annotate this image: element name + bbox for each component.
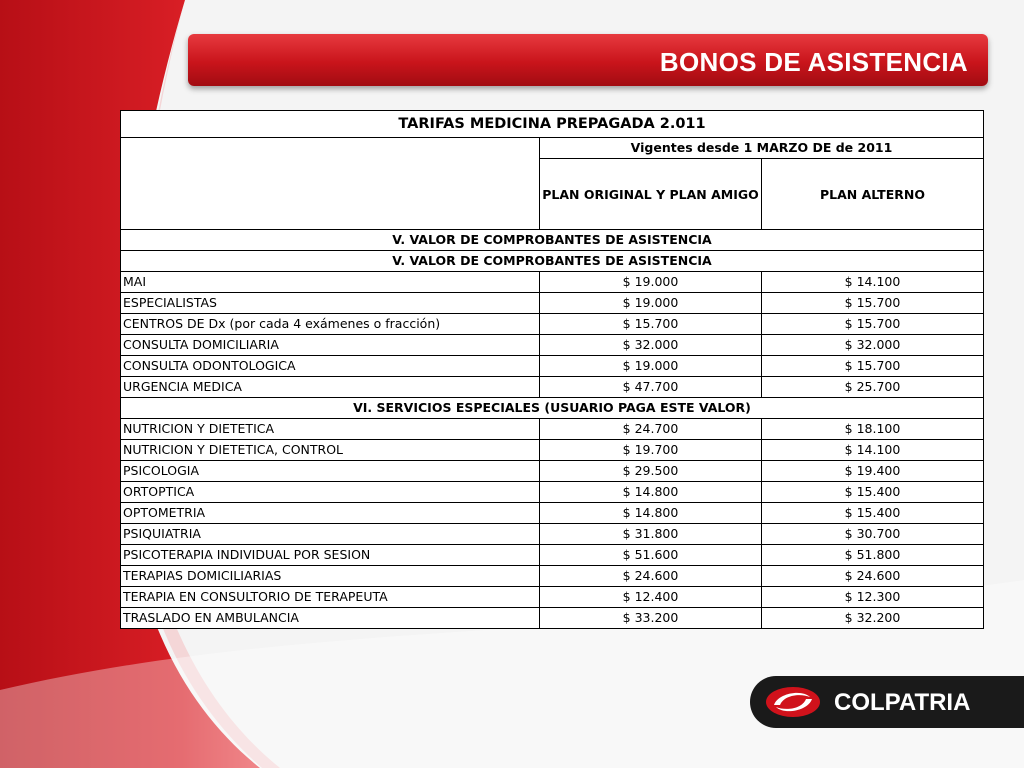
table-row [121, 335, 984, 356]
service-cell: NUTRICION Y DIETETICA, CONTROL [121, 440, 540, 461]
service-cell: CONSULTA DOMICILIARIA [121, 335, 540, 356]
table-row [121, 566, 984, 587]
vigentes-label: Vigentes desde 1 MARZO DE de 2011 [539, 138, 983, 159]
original-price-cell: $ 19.000 [539, 272, 761, 293]
section-header: V. VALOR DE COMPROBANTES DE ASISTENCIA [121, 230, 984, 251]
table-title: TARIFAS MEDICINA PREPAGADA 2.011 [121, 111, 984, 138]
alterno-price-cell: $ 32.200 [761, 608, 983, 629]
original-price-cell: $ 47.700 [539, 377, 761, 398]
alterno-price-cell: $ 15.400 [761, 503, 983, 524]
table-row [121, 356, 984, 377]
alterno-price-cell: $ 19.400 [761, 461, 983, 482]
service-cell: PSICOTERAPIA INDIVIDUAL POR SESION [121, 545, 540, 566]
colpatria-swirl-icon [764, 685, 822, 719]
table-row [121, 545, 984, 566]
service-cell: PSIQUIATRIA [121, 524, 540, 545]
service-cell: ORTOPTICA [121, 482, 540, 503]
alterno-price-cell: $ 51.800 [761, 545, 983, 566]
service-cell: TERAPIAS DOMICILIARIAS [121, 566, 540, 587]
alterno-price-cell: $ 18.100 [761, 419, 983, 440]
section-header: V. VALOR DE COMPROBANTES DE ASISTENCIA [121, 251, 984, 272]
alterno-price-cell: $ 24.600 [761, 566, 983, 587]
alterno-price-cell: $ 14.100 [761, 272, 983, 293]
original-price-cell: $ 19.700 [539, 440, 761, 461]
table-row [121, 314, 984, 335]
alterno-price-cell: $ 15.700 [761, 314, 983, 335]
original-price-cell: $ 15.700 [539, 314, 761, 335]
service-cell: MAI [121, 272, 540, 293]
service-cell: TERAPIA EN CONSULTORIO DE TERAPEUTA [121, 587, 540, 608]
original-price-cell: $ 24.700 [539, 419, 761, 440]
service-cell: TRASLADO EN AMBULANCIA [121, 608, 540, 629]
alterno-price-cell: $ 14.100 [761, 440, 983, 461]
original-price-cell: $ 51.600 [539, 545, 761, 566]
service-cell: URGENCIA MEDICA [121, 377, 540, 398]
alterno-price-cell: $ 30.700 [761, 524, 983, 545]
col-header-alterno: PLAN ALTERNO [761, 159, 983, 230]
table-row [121, 293, 984, 314]
original-price-cell: $ 12.400 [539, 587, 761, 608]
header-bar [188, 34, 988, 86]
alterno-price-cell: $ 15.700 [761, 356, 983, 377]
alterno-price-cell: $ 25.700 [761, 377, 983, 398]
table-row [121, 440, 984, 461]
service-cell: OPTOMETRIA [121, 503, 540, 524]
page-title: BONOS DE ASISTENCIA [659, 47, 968, 77]
table-row [121, 503, 984, 524]
table-row [121, 377, 984, 398]
header-empty-cell [121, 138, 540, 230]
original-price-cell: $ 32.000 [539, 335, 761, 356]
rates-table [120, 110, 984, 629]
section-header: VI. SERVICIOS ESPECIALES (USUARIO PAGA ESTE VALOR) [121, 398, 984, 419]
table-row [121, 587, 984, 608]
service-cell: ESPECIALISTAS [121, 293, 540, 314]
service-cell: CENTROS DE Dx (por cada 4 exámenes o fracción) [121, 314, 540, 335]
alterno-price-cell: $ 32.000 [761, 335, 983, 356]
brand-name: COLPATRIA [834, 689, 971, 716]
alterno-price-cell: $ 15.700 [761, 293, 983, 314]
original-price-cell: $ 24.600 [539, 566, 761, 587]
original-price-cell: $ 14.800 [539, 482, 761, 503]
original-price-cell: $ 31.800 [539, 524, 761, 545]
original-price-cell: $ 33.200 [539, 608, 761, 629]
service-cell: NUTRICION Y DIETETICA [121, 419, 540, 440]
original-price-cell: $ 19.000 [539, 356, 761, 377]
table-row [121, 419, 984, 440]
table-row [121, 524, 984, 545]
table-row [121, 482, 984, 503]
table-row [121, 461, 984, 482]
original-price-cell: $ 14.800 [539, 503, 761, 524]
alterno-price-cell: $ 12.300 [761, 587, 983, 608]
service-cell: CONSULTA ODONTOLOGICA [121, 356, 540, 377]
service-cell: PSICOLOGIA [121, 461, 540, 482]
alterno-price-cell: $ 15.400 [761, 482, 983, 503]
original-price-cell: $ 19.000 [539, 293, 761, 314]
table-row [121, 272, 984, 293]
original-price-cell: $ 29.500 [539, 461, 761, 482]
table-row [121, 608, 984, 629]
colpatria-logo [750, 676, 1024, 728]
col-header-original: PLAN ORIGINAL Y PLAN AMIGO [539, 159, 761, 230]
